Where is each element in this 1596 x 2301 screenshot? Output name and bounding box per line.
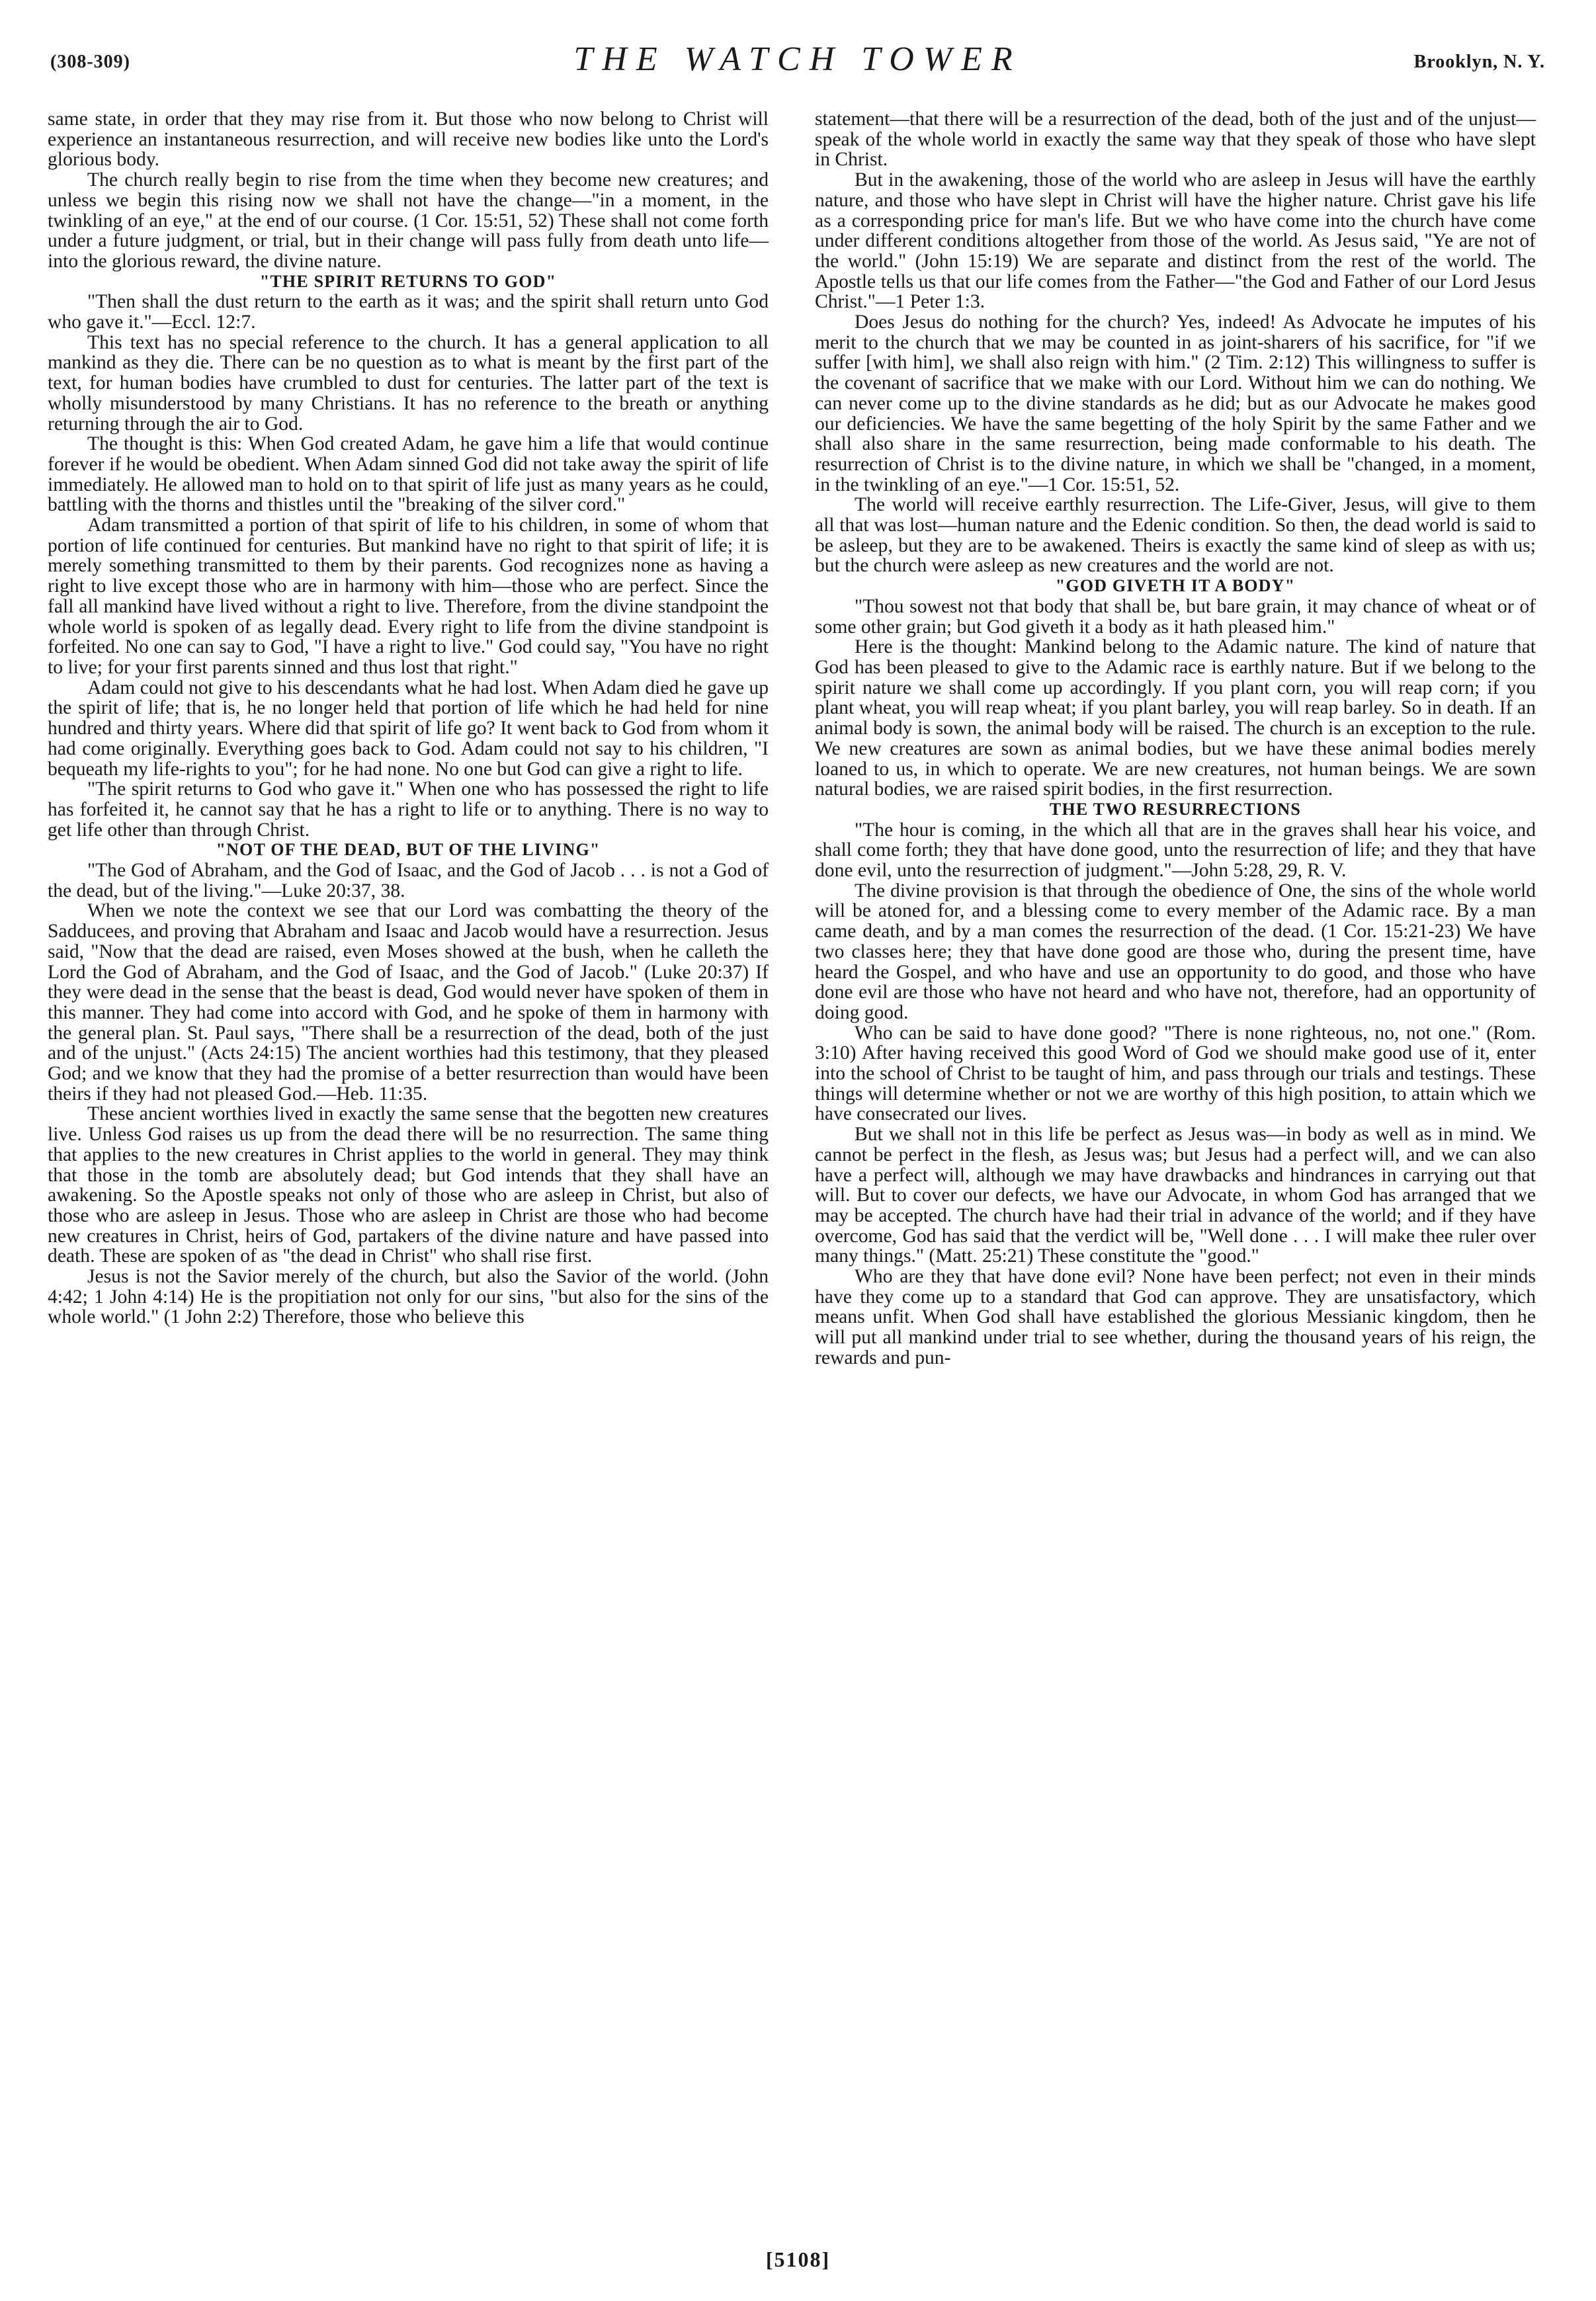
paragraph: same state, in order that they may rise from it. But those who now belong to Christ will experience an instantaneous resurrection, and will receive new bodies like unto the Lord's glorious body.: [48, 108, 769, 171]
left-column: [48, 109, 769, 1327]
paragraph: Here is the thought: Mankind belong to the Adamic nature. The kind of nature that God has been pleased to give to the Adamic race is earthly nature. But if we belong to the spirit nature we shall come up accordingly. If you plant corn, you will reap corn; if you plant wheat, you will reap wheat; if you plant barley, you will reap barley. So in death. If an animal body is sown, the animal body will be raised. The church is an exception to the rule. We new creatures are sown as animal bodies, but we have these animal bodies merely loaned to us, in which to operate. We are new creatures, not human beings. We are sown natural bodies, we are raised spirit bodies, in the first resurrection.: [815, 636, 1536, 800]
paragraph: statement—that there will be a resurrection of the dead, both of the just and of the unjust—speak of the whole world in exactly the same way that they speak of those who have slept in Christ.: [815, 108, 1536, 171]
paragraph: The thought is this: When God created Adam, he gave him a life that would continue forever if he would be obedient. When Adam sinned God did not take away the spirit of life immediately. He allowed man to hold on to that spirit of life just as many years as he could, battling with the thorns and thistles until the "breaking of the silver cord.": [48, 433, 769, 516]
paragraph: The divine provision is that through the obedience of One, the sins of the whole world will be atoned for, and a blessing come to every member of the Adamic race. By a man came death, and by a man comes the resurrection of the dead. (1 Cor. 15:21-23) We have two classes here; they that have done good are those who, during the present time, have heard the Gospel, and who have and use an opportunity to do good, and those who have done evil are those who have not heard and who have not, therefore, had an opportunity of doing good.: [815, 880, 1536, 1023]
paragraph: Does Jesus do nothing for the church? Yes, indeed! As Advocate he imputes of his merit to the church that we may be counted in as joint-sharers of his sacrifice, for "if we suffer [with him], we shall also reign with him." (2 Tim. 2:12) This willingness to suffer is the covenant of sacrifice that we make with our Lord. Without him we can do nothing. We can never come up to the divine standards as he did; but as our Advocate he makes good our deficiencies. We have the same begetting of the holy Spirit by the same Father and we shall also share in the same resurrection, being made conformable to his death. The resurrection of Christ is to the divine nature, in which we shall be "changed, in a moment, in the twinkling of an eye."—1 Cor. 15:51, 52.: [815, 312, 1536, 495]
section-heading: THE TWO RESURRECTIONS: [1049, 799, 1302, 819]
paragraph: Jesus is not the Savior merely of the church, but also the Savior of the world. (John 4:42; 1 John 4:14) He is the propitiation not only for our sins, "but also for the sins of the whole world." (1 John 2:2) Therefore, those who believe this: [48, 1266, 769, 1328]
page-range: (308-309): [50, 52, 130, 72]
publication-title: THE WATCH TOWER: [573, 40, 1022, 78]
paragraph: But we shall not in this life be perfect as Jesus was—in body as well as in mind. We cannot be perfect in the flesh, as Jesus was; but Jesus had a perfect will, and we can also have a perfect will, although we may have drawbacks and hindrances in carrying out that will. But to cover our defects, we have our Advocate, in whom God has arranged that we may be accepted. The church have had their trial in advance of the world; and if they have overcome, God has said that the verdict will be, "Well done . . . I will make thee ruler over many things." (Matt. 25:21) These constitute the "good.": [815, 1124, 1536, 1267]
paragraph: The world will receive earthly resurrection. The Life-Giver, Jesus, will give to them all that was lost—human nature and the Edenic condition. So then, the dead world is said to be asleep, but they are to be awakened. Theirs is exactly the same kind of sleep as with us; but the church were asleep as new creatures and the world are not.: [815, 494, 1536, 577]
paragraph: This text has no special reference to the church. It has a general application to all mankind as they die. There can be no question as to what is meant by the first part of the text, for human bodies have crumbled to dust for centuries. The latter part of the text is wholly misunderstood by many Christians. It has no reference to the breath or anything returning through the air to God.: [48, 331, 769, 435]
publication-location: Brooklyn, N. Y.: [1413, 52, 1545, 72]
paragraph: "The hour is coming, in the which all that are in the graves shall hear his voice, and shall come forth; they that have done good, unto the resurrection of life; and they that have done evil, unto the resurrection of judgment."—John 5:28, 29, R. V.: [815, 819, 1536, 882]
paragraph: "Then shall the dust return to the earth as it was; and the spirit shall return unto God who gave it."—Eccl. 12:7.: [48, 291, 769, 333]
paragraph: Who are they that have done evil? None have been perfect; not even in their minds have they come up to a standard that God can approve. They are unsatisfactory, which means unfit. When God shall have established the glorious Messianic kingdom, then he will put all mankind under trial to see whether, during the thousand years of his reign, the rewards and pun-: [815, 1266, 1536, 1368]
paragraph: "The God of Abraham, and the God of Isaac, and the God of Jacob . . . is not a God of the dead, but of the living."—Luke 20:37, 38.: [48, 860, 769, 901]
paragraph: "Thou sowest not that body that shall be, but bare grain, it may chance of wheat or of some other grain; but God giveth it a body as it hath pleased him.": [815, 595, 1536, 638]
section-heading: "GOD GIVETH IT A BODY": [1055, 576, 1296, 596]
paragraph: "The spirit returns to God who gave it." When one who has possessed the right to life has forfeited it, he cannot say that he has a right to life or to anything. There is no way to get life other than through Christ.: [48, 778, 769, 841]
section-heading: "THE SPIRIT RETURNS TO GOD": [259, 271, 557, 291]
section-heading: "NOT OF THE DEAD, BUT OF THE LIVING": [216, 840, 601, 860]
page-header: [48, 40, 1548, 86]
paragraph: The church really begin to rise from the time when they become new creatures; and unless we begin this rising now we shall not have the change—"in a moment, in the twinkling of an eye," at the end of our course. (1 Cor. 15:51, 52) These shall not come forth under a future judgment, or trial, but in their change will pass fully from death unto life—into the glorious reward, the divine nature.: [48, 169, 769, 272]
paragraph: Adam transmitted a portion of that spirit of life to his children, in some of whom that portion of life continued for centuries. But mankind have no right to that spirit of life; it is merely something transmitted to them by their parents. God recognizes none as having a right to live except those who are in harmony with him—those who are perfect. Since the fall all mankind have lived without a right to live. Therefore, from the divine standpoint the whole world is spoken of as legally dead. Every right to life from the divine standpoint is forfeited. No one can say to God, "I have a right to live." God could say, "You have no right to live; for your first parents sinned and thus lost that right.": [48, 515, 769, 678]
paragraph: These ancient worthies lived in exactly the same sense that the begotten new creatures live. Unless God raises us up from the dead there will be no resurrection. The same thing that applies to the new creatures in Christ applies to the world in general. They may think that those in the tomb are absolutely dead; but God intends that they shall have an awakening. So the Apostle speaks not only of those who are asleep in Christ, but also of those who are asleep in Jesus. Those who are asleep in Christ are those who had become new creatures in Christ, heirs of God, partakers of the divine nature and have passed into death. These are spoken of as "the dead in Christ" who shall rise first.: [48, 1103, 769, 1267]
page-number: [5108]: [765, 2247, 831, 2271]
paragraph: Who can be said to have done good? "There is none righteous, no, not one." (Rom. 3:10) After having received this good Word of God we should make good use of it, enter into the school of Christ to be taught of him, and pass through our trials and testings. These things will determine whether or not we are worthy of this high position, to attain which we have consecrated our lives.: [815, 1022, 1536, 1125]
paragraph: When we note the context we see that our Lord was combatting the theory of the Sadducees, and proving that Abraham and Isaac and Jacob would have a resurrection. Jesus said, "Now that the dead are raised, even Moses showed at the bush, when he calleth the Lord the God of Abraham, and the God of Isaac, and the God of Jacob." (Luke 20:37) If they were dead in the sense that the beast is dead, God would never have spoken of them in this manner. They had come into accord with God, and he spoke of them in harmony with the general plan. St. Paul says, "There shall be a resurrection of the dead, both of the just and of the unjust." (Acts 24:15) The ancient worthies had this testimony, that they pleased God; and we know that they had the promise of a better resurrection than would have been theirs if they had not pleased God.—Heb. 11:35.: [48, 900, 769, 1105]
paragraph: Adam could not give to his descendants what he had lost. When Adam died he gave up the spirit of life; that is, he no longer held that portion of life which he had held for nine hundred and thirty years. Where did that spirit of life go? It went back to God from whom it had come originally. Everything goes back to God. Adam could not say to his children, "I bequeath my life-rights to you"; for he had none. No one but God can give a right to life.: [48, 677, 769, 780]
paragraph: But in the awakening, those of the world who are asleep in Jesus will have the earthly nature, and those who have slept in Christ will have the higher nature. Christ gave his life as a corresponding price for man's life. But we who have come into the church have come under different conditions altogether from those of the world. As Jesus said, "Ye are not of the world." (John 15:19) We are separate and distinct from the rest of the world. The Apostle tells us that our life comes from the Father—"the God and Father of our Lord Jesus Christ."—1 Peter 1:3.: [815, 169, 1536, 313]
right-column: [815, 109, 1536, 1368]
